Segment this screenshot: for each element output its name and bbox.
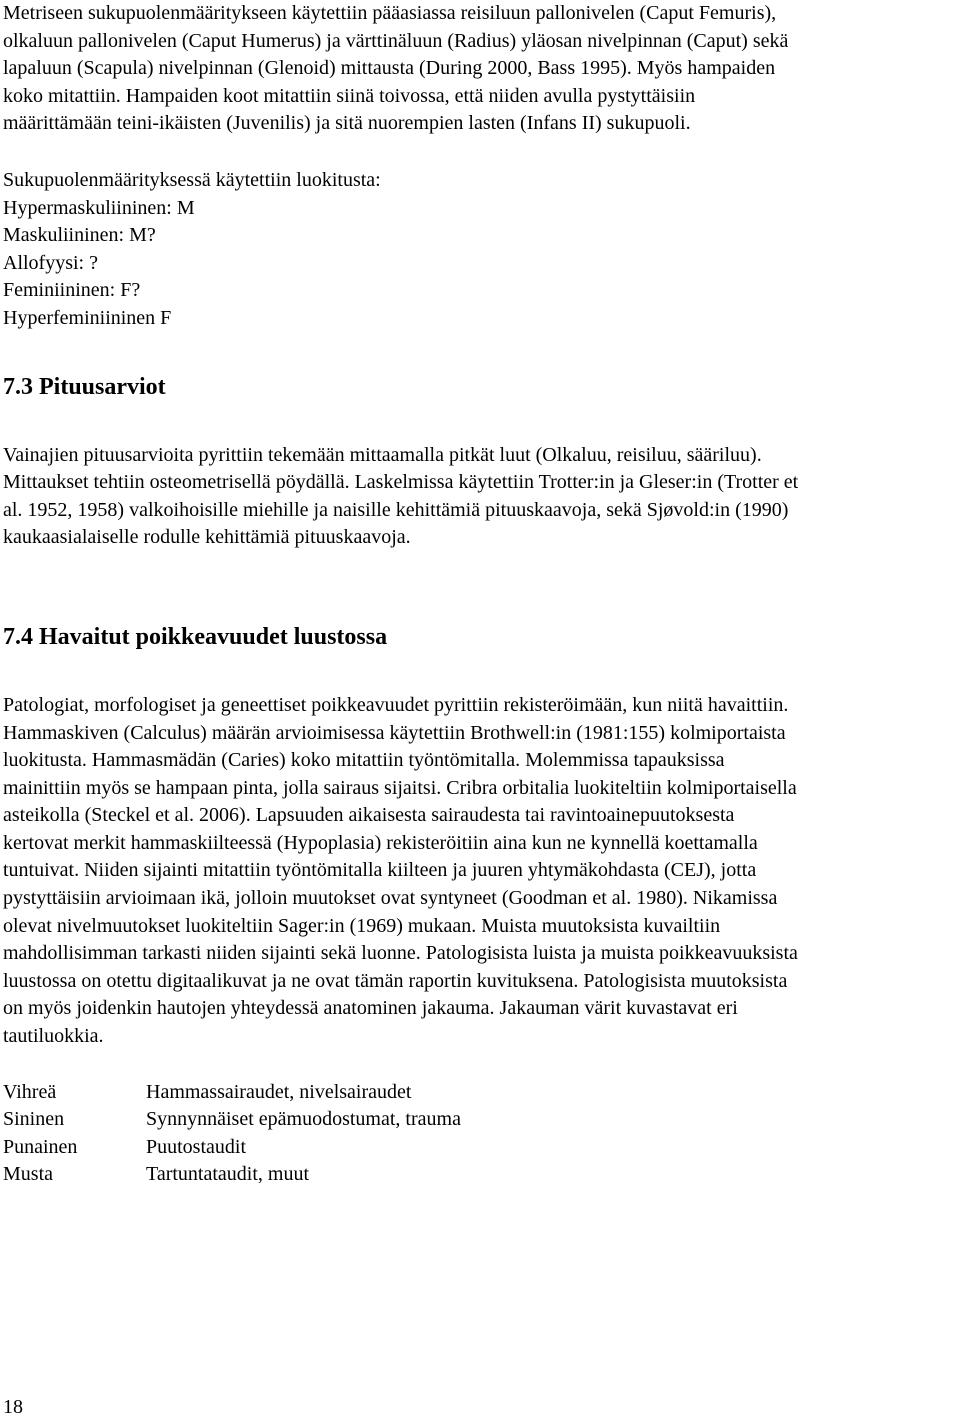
pathology-line: luustossa on otettu digitaalikuvat ja ne ovat tämän raportin kuvituksena. Patologisista muutoksista [3,969,788,992]
color-legend-table [3,1079,461,1189]
pathology-line: kertovat merkit hammaskiilteessä (Hypoplasia) rekisteröitiin aina kun ne kynnellä koettamalla [3,831,758,854]
section-heading-7-3: 7.3 Pituusarviot [3,373,166,400]
pathology-line: tautiluokkia. [3,1025,104,1048]
legend-description: Hammassairaudet, nivelsairaudet [146,1080,412,1103]
pathology-line: mainittiin myös se hampaan pinta, jolla sairaus sijaitsi. Cribra orbitalia luokiteltiin kolmiportaisella [3,776,797,799]
stature-line: al. 1952, 1958) valkoihoisille miehille ja naisille kehittämiä pituuskaavoja, sekä Sjøvold:in (1990) [3,498,789,521]
pathology-line: Patologiat, morfologiset ja geneettiset poikkeavuudet pyrittiin rekisteröimään, kun niitä havaittiin. [3,693,789,716]
stature-line: Vainajien pituusarvioita pyrittiin tekemään mittaamalla pitkät luut (Olkaluu, reisiluu, sääriluu). [3,443,762,466]
legend-color-name: Punainen [3,1135,78,1158]
intro-line: määrittämään teini-ikäisten (Juvenilis) ja sitä nuorempien lasten (Infans II) sukupuoli. [3,112,691,135]
pathology-line: olevat nivelmuutokset luokiteltiin Sager:in (1969) mukaan. Muista muutoksista kuvailtiin [3,914,721,937]
pathology-paragraph [3,692,953,1051]
stature-paragraph [3,442,953,552]
legend-color-name: Sininen [3,1108,65,1131]
intro-line: Metriseen sukupuolenmääritykseen käytettiin pääasiassa reisiluun pallonivelen (Caput Femuris), [3,2,777,24]
pathology-line: mahdollisimman tarkasti niiden sijainti sekä luonne. Patologisista luista ja muista poikkeavuuksista [3,942,798,965]
intro-line: koko mitattiin. Hampaiden koot mitattiin siinä toivossa, että niiden avulla pystyttäisiin [3,84,696,107]
legend-row [3,1134,461,1162]
section-heading-7-4: 7.4 Havaitut poikkeavuudet luustossa [3,623,388,650]
page-number: 18 [3,1396,23,1418]
intro-line: olkaluun pallonivelen (Caput Humerus) ja värttinäluun (Radius) yläosan nivelpinnan (Caput) sekä [3,29,789,52]
classification-item: Feminiininen: F? [3,279,141,302]
legend-description: Puutostaudit [146,1135,247,1158]
sex-classification-list [3,167,953,333]
pathology-line: on myös joidenkin hautojen yhteydessä anatominen jakauma. Jakauman värit kuvastavat eri [3,997,738,1020]
pathology-line: luokitusta. Hammasmädän (Caries) koko mitattiin työntömitalla. Molemmissa tapauksissa [3,749,725,772]
legend-color-name: Vihreä [3,1080,57,1103]
pathology-line: pystyttäisiin arvioimaan ikä, jolloin muutokset ovat syntyneet (Goodman et al. 1980). Nikamissa [3,887,778,910]
classification-item: Maskuliininen: M? [3,224,156,247]
classification-item: Allofyysi: ? [3,251,98,274]
stature-line: kaukaasialaiselle rodulle kehittämiä pituuskaavoja. [3,526,411,549]
classification-item: Hyperfeminiininen F [3,306,172,329]
classification-heading: Sukupuolenmäärityksessä käytettiin luokitusta: [3,168,381,191]
classification-item: Hypermaskuliininen: M [3,196,195,219]
legend-row [3,1079,461,1107]
stature-line: Mittaukset tehtiin osteometrisellä pöydällä. Laskelmissa käytettiin Trotter:in ja Gleser:in (Trotter et [3,471,799,494]
pathology-line: Hammaskiven (Calculus) määrän arvioimisessa käytettiin Brothwell:in (1981:155) kolmiportaista [3,721,786,744]
pathology-line: asteikolla (Steckel et al. 2006). Lapsuuden aikaisesta sairaudesta tai ravintoainepuutoksesta [3,804,735,827]
legend-row [3,1161,461,1189]
intro-line: lapaluun (Scapula) nivelpinnan (Glenoid) mittausta (During 2000, Bass 1995). Myös hampaiden [3,57,776,80]
pathology-line: tuntuivat. Niiden sijainti mitattiin työntömitalla kiilteen ja juuren yhtymäkohdasta (CEJ), jotta [3,859,757,882]
legend-color-name: Musta [3,1163,53,1186]
legend-description: Synnynnäiset epämuodostumat, trauma [146,1108,461,1131]
intro-paragraph [3,0,953,138]
document-page [3,0,953,1189]
legend-description: Tartuntataudit, muut [146,1163,310,1186]
legend-row [3,1106,461,1134]
